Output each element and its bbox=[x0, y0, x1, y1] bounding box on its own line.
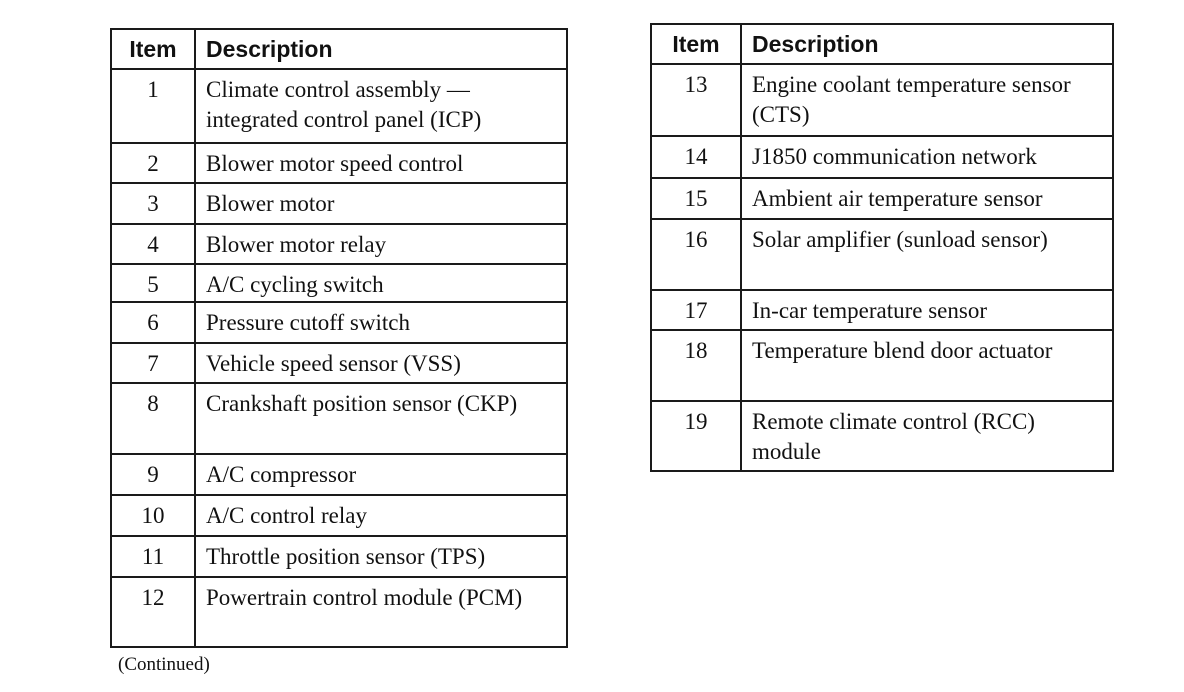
table-row bbox=[111, 302, 567, 343]
table-row bbox=[111, 69, 567, 143]
table-row bbox=[111, 343, 567, 383]
item-number: 11 bbox=[111, 536, 195, 577]
item-description: Pressure cutoff switch bbox=[195, 302, 567, 343]
table-row bbox=[651, 136, 1113, 178]
item-number: 10 bbox=[111, 495, 195, 536]
item-description: Solar amplifier (sunload sensor) bbox=[741, 219, 1113, 290]
item-description: Climate control assembly — integrated control panel (ICP) bbox=[195, 69, 567, 143]
table-row bbox=[651, 290, 1113, 330]
item-number: 13 bbox=[651, 64, 741, 136]
column-header-description: Description bbox=[195, 29, 567, 69]
item-description: Vehicle speed sensor (VSS) bbox=[195, 343, 567, 383]
item-number: 12 bbox=[111, 577, 195, 647]
item-number: 7 bbox=[111, 343, 195, 383]
item-description: Blower motor bbox=[195, 183, 567, 224]
table-row bbox=[111, 224, 567, 264]
item-description: Blower motor speed control bbox=[195, 143, 567, 183]
item-number: 14 bbox=[651, 136, 741, 178]
table-row bbox=[111, 264, 567, 302]
table-row bbox=[111, 183, 567, 224]
item-description: Temperature blend door actuator bbox=[741, 330, 1113, 401]
item-description: A/C control relay bbox=[195, 495, 567, 536]
item-description: Throttle position sensor (TPS) bbox=[195, 536, 567, 577]
item-number: 4 bbox=[111, 224, 195, 264]
table-row bbox=[651, 330, 1113, 401]
table-row bbox=[111, 536, 567, 577]
column-header-description: Description bbox=[741, 24, 1113, 64]
item-number: 18 bbox=[651, 330, 741, 401]
continued-note: (Continued) bbox=[118, 654, 210, 675]
item-number: 16 bbox=[651, 219, 741, 290]
item-number: 8 bbox=[111, 383, 195, 454]
item-description: Ambient air temperature sensor bbox=[741, 178, 1113, 219]
table-row bbox=[111, 383, 567, 454]
table-row bbox=[651, 401, 1113, 471]
item-number: 19 bbox=[651, 401, 741, 471]
table-header-row bbox=[111, 29, 567, 69]
item-description: A/C compressor bbox=[195, 454, 567, 495]
item-number: 15 bbox=[651, 178, 741, 219]
item-number: 1 bbox=[111, 69, 195, 143]
item-description: A/C cycling switch bbox=[195, 264, 567, 302]
column-header-item: Item bbox=[651, 24, 741, 64]
item-number: 3 bbox=[111, 183, 195, 224]
item-number: 2 bbox=[111, 143, 195, 183]
item-description: Remote climate control (RCC) module bbox=[741, 401, 1113, 471]
table-row bbox=[111, 454, 567, 495]
component-legend-table-left bbox=[110, 28, 568, 648]
table-header-row bbox=[651, 24, 1113, 64]
item-number: 17 bbox=[651, 290, 741, 330]
table-row bbox=[651, 178, 1113, 219]
item-number: 6 bbox=[111, 302, 195, 343]
item-description: Crankshaft position sensor (CKP) bbox=[195, 383, 567, 454]
table-row bbox=[651, 219, 1113, 290]
item-number: 5 bbox=[111, 264, 195, 302]
column-header-item: Item bbox=[111, 29, 195, 69]
table-row bbox=[651, 64, 1113, 136]
item-description: Blower motor relay bbox=[195, 224, 567, 264]
item-description: Engine coolant temperature sensor (CTS) bbox=[741, 64, 1113, 136]
table-row bbox=[111, 577, 567, 647]
component-legend-table-right bbox=[650, 23, 1114, 472]
table-row bbox=[111, 495, 567, 536]
item-description: J1850 communication network bbox=[741, 136, 1113, 178]
item-description: In-car temperature sensor bbox=[741, 290, 1113, 330]
table-row bbox=[111, 143, 567, 183]
item-description: Powertrain control module (PCM) bbox=[195, 577, 567, 647]
item-number: 9 bbox=[111, 454, 195, 495]
